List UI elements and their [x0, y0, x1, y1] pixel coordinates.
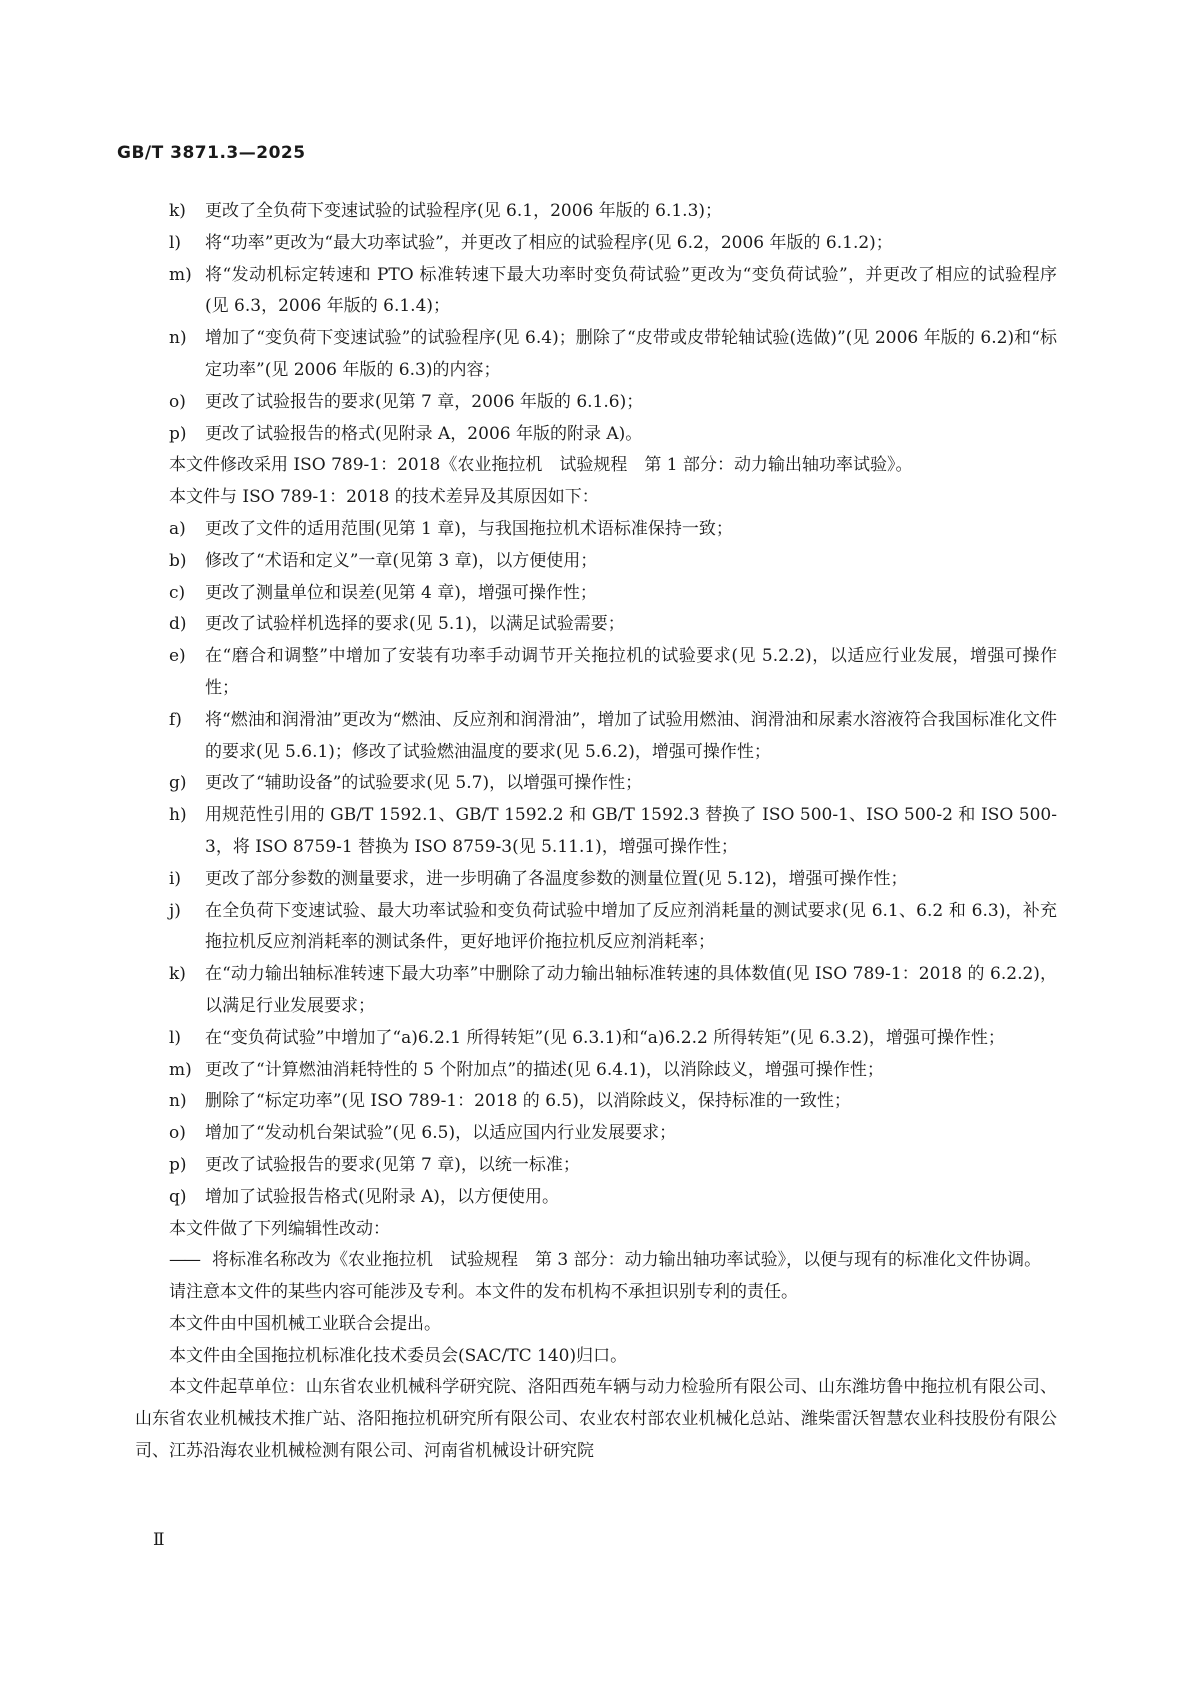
list-marker: f): [169, 709, 182, 730]
list-marker: d): [169, 614, 187, 635]
list-marker: h): [169, 805, 187, 826]
list-text: 用规范性引用的 GB/T 1592.1、GB/T 1592.2 和 GB/T 1592.3 替换了 ISO 500-1、ISO 500-2 和 ISO 500-3，将 ISO 8759-1 替换为 ISO 8759-3(见 5.11.1)，增强可操作性；: [205, 805, 1057, 857]
list-text: 将“功率”更改为“最大功率试验”，并更改了相应的试验程序(见 6.2，2006 年版的 6.1.2)；: [205, 232, 893, 253]
list-marker: i): [169, 868, 182, 889]
list-item: [169, 609, 1057, 641]
list-text: 将“燃油和润滑油”更改为“燃油、反应剂和润滑油”，增加了试验用燃油、润滑油和尿素水溶液符合我国标准化文件的要求(见 5.6.1)；修改了试验燃油温度的要求(见 5.6.2)，增强可操作性；: [205, 709, 1057, 762]
list-text: 在全负荷下变速试验、最大功率试验和变负荷试验中增加了反应剂消耗量的测试要求(见 6.1、6.2 和 6.3)，补充拖拉机反应剂消耗率的测试条件，更好地评价拖拉机反应剂消耗率；: [205, 900, 1057, 953]
list-marker: l): [169, 232, 182, 253]
list-item: [169, 323, 1057, 387]
list-text: 更改了文件的适用范围(见第 1 章)，与我国拖拉机术语标准保持一致；: [205, 518, 733, 539]
list-text: 在“磨合和调整”中增加了安装有功率手动调节开关拖拉机的试验要求(见 5.2.2)，以适应行业发展，增强可操作性；: [205, 646, 1057, 698]
differences-intro: 本文件与 ISO 789-1：2018 的技术差异及其原因如下：: [169, 487, 599, 508]
list-item: [169, 896, 1057, 960]
list-text: 更改了试验报告的要求(见第 7 章)，以统一标准；: [205, 1154, 580, 1175]
list-text: 删除了“标定功率”(见 ISO 789-1：2018 的 6.5)，以消除歧义，保持标准的一致性；: [205, 1091, 851, 1112]
technical-differences-list: [169, 514, 1057, 1214]
list-item: [169, 959, 1057, 1023]
list-item: [169, 768, 1057, 800]
list-text: 将“发动机标定转速和 PTO 标准转速下最大功率时变负荷试验”更改为“变负荷试验”，并更改了相应的试验程序(见 6.3，2006 年版的 6.1.4)；: [205, 264, 1057, 317]
list-marker: m): [169, 264, 192, 285]
document-body: [135, 196, 1057, 1468]
list-marker: e): [169, 646, 186, 667]
list-text: 更改了试验报告的要求(见第 7 章，2006 年版的 6.1.6)；: [205, 391, 644, 412]
drafting-units: 本文件起草单位：山东省农业机械科学研究院、洛阳西苑车辆与动力检验所有限公司、山东潍坊鲁中拖拉机有限公司、山东省农业机械技术推广站、洛阳拖拉机研究所有限公司、农业农村部农业机械化总站、潍柴雷沃智慧农业科技股份有限公司、江苏沿海农业机械检测有限公司、河南省机械设计研究院: [135, 1377, 1057, 1462]
list-item: [169, 387, 1057, 419]
list-text: 在“变负荷试验”中增加了“a)6.2.1 所得转矩”(见 6.3.1)和“a)6.2.2 所得转矩”(见 6.3.2)，增强可操作性；: [205, 1027, 1005, 1048]
list-marker: m): [169, 1059, 192, 1080]
list-item: [169, 864, 1057, 896]
list-item: [169, 1086, 1057, 1118]
list-text: 更改了试验报告的格式(见附录 A，2006 年版的附录 A)。: [205, 423, 643, 444]
list-item: [169, 1055, 1057, 1087]
list-marker: n): [169, 328, 187, 349]
list-item: [169, 1150, 1057, 1182]
list-text: 增加了“发动机台架试验”(见 6.5)，以适应国内行业发展要求；: [205, 1123, 677, 1144]
document-code: GB/T 3871.3—2025: [117, 143, 306, 163]
list-text: 修改了“术语和定义”一章(见第 3 章)，以方便使用；: [205, 550, 598, 571]
list-item: [169, 800, 1057, 864]
list-text: 更改了“辅助设备”的试验要求(见 5.7)，以增强可操作性；: [205, 773, 643, 794]
list-marker: o): [169, 391, 186, 412]
page-number: Ⅱ: [153, 1530, 165, 1550]
editorial-intro: 本文件做了下列编辑性改动：: [169, 1218, 390, 1239]
proposer-statement: 本文件由中国机械工业联合会提出。: [169, 1313, 441, 1334]
list-marker: b): [169, 550, 187, 571]
list-text: 更改了部分参数的测量要求，进一步明确了各温度参数的测量位置(见 5.12)，增强可操作性；: [205, 868, 908, 889]
list-marker: p): [169, 1154, 187, 1175]
list-marker: k): [169, 964, 186, 985]
list-item: [169, 705, 1057, 769]
list-marker: l): [169, 1027, 182, 1048]
list-marker: p): [169, 423, 187, 444]
list-item: [169, 514, 1057, 546]
dash-marker: ——: [169, 1250, 199, 1271]
list-text: 更改了测量单位和误差(见第 4 章)，增强可操作性；: [205, 582, 597, 603]
list-item: [169, 419, 1057, 451]
patent-notice: 请注意本文件的某些内容可能涉及专利。本文件的发布机构不承担识别专利的责任。: [169, 1282, 798, 1303]
list-text: 更改了试验样机选择的要求(见 5.1)，以满足试验需要；: [205, 614, 625, 635]
list-item: [169, 196, 1057, 228]
list-item: [169, 1182, 1057, 1214]
list-item: [169, 1118, 1057, 1150]
list-marker: o): [169, 1123, 186, 1144]
list-marker: n): [169, 1091, 187, 1112]
list-item: [169, 546, 1057, 578]
list-marker: q): [169, 1186, 187, 1207]
list-text: 更改了“计算燃油消耗特性的 5 个附加点”的描述(见 6.4.1)，以消除歧义，增强可操作性；: [205, 1059, 884, 1080]
list-item: [169, 260, 1057, 324]
editorial-change-item: [169, 1245, 1057, 1277]
list-marker: c): [169, 582, 186, 603]
list-marker: k): [169, 201, 186, 221]
committee-statement: 本文件由全国拖拉机标准化技术委员会(SAC/TC 140)归口。: [169, 1345, 628, 1366]
editorial-change-text: 将标准名称改为《农业拖拉机 试验规程 第 3 部分：动力输出轴功率试验》，以便与现有的标准化文件协调。: [212, 1250, 1042, 1271]
list-text: 更改了全负荷下变速试验的试验程序(见 6.1，2006 年版的 6.1.3)；: [205, 201, 723, 221]
list-marker: j): [169, 900, 181, 921]
list-item: [169, 228, 1057, 260]
changes-2006-list: [169, 196, 1057, 450]
list-marker: a): [169, 518, 186, 539]
list-text: 在“动力输出轴标准转速下最大功率”中删除了动力输出轴标准转速的具体数值(见 ISO 789-1：2018 的 6.2.2)，以满足行业发展要求；: [205, 964, 1057, 1016]
list-text: 增加了试验报告格式(见附录 A)，以方便使用。: [205, 1186, 559, 1207]
list-text: 增加了“变负荷下变速试验”的试验程序(见 6.4)；删除了“皮带或皮带轮轴试验(选做)”(见 2006 年版的 6.2)和“标定功率”(见 2006 年版的 6.3)的内容；: [205, 328, 1057, 380]
adoption-statement: 本文件修改采用 ISO 789-1：2018《农业拖拉机 试验规程 第 1 部分：动力输出轴功率试验》。: [169, 455, 913, 476]
list-item: [169, 578, 1057, 610]
list-item: [169, 1023, 1057, 1055]
list-item: [169, 641, 1057, 705]
list-marker: g): [169, 773, 187, 794]
